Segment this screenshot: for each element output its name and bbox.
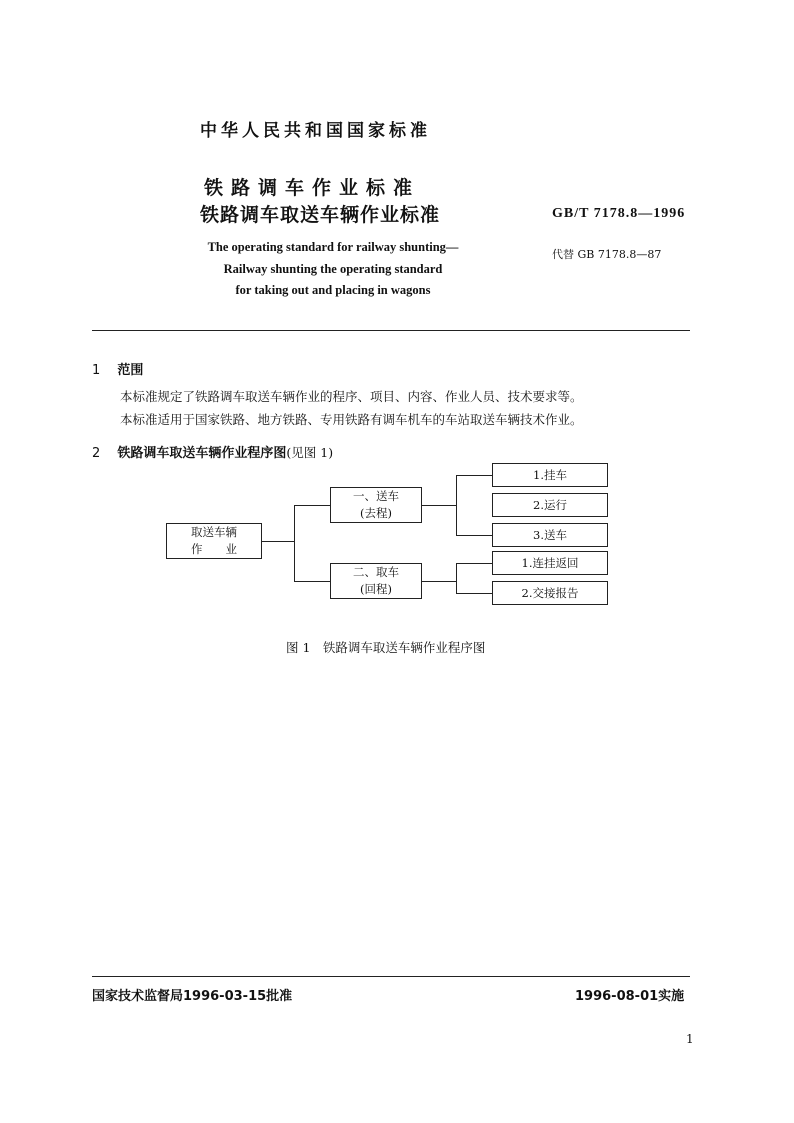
section-2-heading xyxy=(92,442,333,461)
connector-send xyxy=(294,505,330,506)
section-1-heading xyxy=(92,359,143,378)
section-1-paragraph-2: 本标准适用于国家铁路、地方铁路、专用铁路有调车机车的车站取送车辆技术作业。 xyxy=(120,412,583,427)
connector-send-out xyxy=(422,505,456,506)
section-2-title: 铁路调车取送车辆作业程序图 xyxy=(117,446,287,461)
flow-take-step-2: 2.交接报告 xyxy=(492,581,608,605)
section-2-number: 2 xyxy=(92,446,101,461)
issue-date: 国家技术监督局1996-03-15批准 xyxy=(92,989,293,1004)
flow-branch-take-line-1: 二、取车 xyxy=(353,565,399,579)
section-1-title: 范围 xyxy=(117,363,144,378)
footer-divider xyxy=(92,976,690,977)
section-1-number: 1 xyxy=(92,363,101,378)
connector-send-vertical xyxy=(456,475,457,535)
figure-caption: 图 1 铁路调车取送车辆作业程序图 xyxy=(286,640,486,655)
flow-branch-send-line-2: (去程) xyxy=(360,506,392,520)
flow-branch-send-box xyxy=(330,487,422,523)
connector-take-vertical xyxy=(456,563,457,593)
connector-take-out xyxy=(422,581,456,582)
standard-title-sub: 铁路调车取送车辆作业标准 xyxy=(200,204,441,226)
page-number: 1 xyxy=(686,1032,694,1046)
connector-send-step-3 xyxy=(456,535,492,536)
replaces-note: 代替 GB 7178.8—87 xyxy=(552,248,662,261)
country-standard-label: 中华人民共和国国家标准 xyxy=(200,121,431,141)
section-2-title-suffix: (见图 1) xyxy=(286,445,334,460)
section-1-paragraph-1: 本标准规定了铁路调车取送车辆作业的程序、项目、内容、作业人员、技术要求等。 xyxy=(120,389,583,404)
english-title-line-1: The operating standard for railway shunting— xyxy=(207,240,459,254)
connector-root xyxy=(262,541,294,542)
connector-take-step-2 xyxy=(456,593,492,594)
standard-code xyxy=(552,205,685,222)
standard-title-main: 铁路调车作业标准 xyxy=(204,177,421,199)
flow-branch-send-line-1: 一、送车 xyxy=(353,489,399,503)
english-title-line-2: Railway shunting the operating standard xyxy=(223,262,443,276)
connector-take-step-1 xyxy=(456,563,492,564)
flow-take-step-1: 1.连挂返回 xyxy=(492,551,608,575)
connector-root-vertical xyxy=(294,505,295,581)
connector-send-step-1 xyxy=(456,475,492,476)
effective-date: 1996-08-01实施 xyxy=(575,989,685,1004)
flow-root-box xyxy=(166,523,262,559)
flow-root-line-1: 取送车辆 xyxy=(191,525,237,539)
flow-branch-take-line-2: (回程) xyxy=(360,582,392,596)
english-title-line-3: for taking out and placing in wagons xyxy=(235,283,431,297)
header-divider xyxy=(92,330,690,331)
connector-take xyxy=(294,581,330,582)
flow-branch-take-box xyxy=(330,563,422,599)
flow-send-step-1: 1.挂车 xyxy=(492,463,608,487)
flow-root-line-2: 作 业 xyxy=(191,542,237,556)
standard-code-text: GB/T 7178.8—1996 xyxy=(552,206,686,221)
flow-send-step-3: 3.送车 xyxy=(492,523,608,547)
flow-send-step-2: 2.运行 xyxy=(492,493,608,517)
